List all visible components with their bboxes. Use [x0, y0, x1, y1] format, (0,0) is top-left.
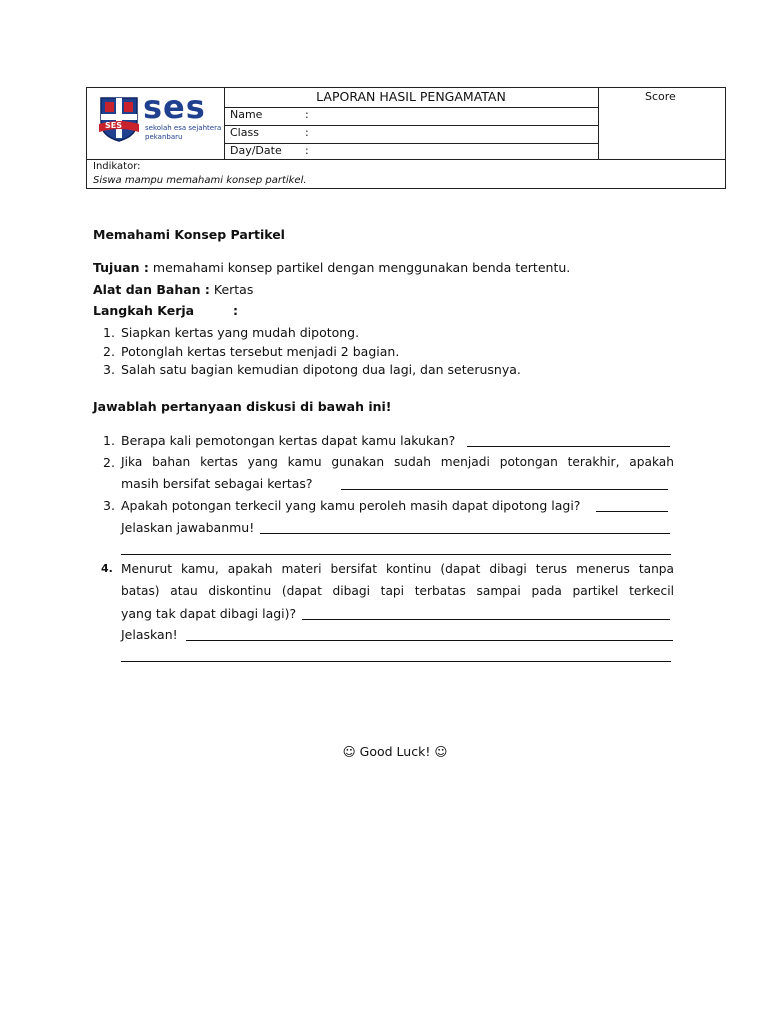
step-1-num: 1.: [103, 325, 115, 340]
date-sep: :: [305, 144, 309, 157]
q1-num: 1.: [103, 433, 115, 448]
step-3-text: Salah satu bagian kemudian dipotong dua lagi, dan seterusnya.: [121, 362, 521, 377]
step-3-num: 3.: [103, 362, 115, 377]
q4-text-3: yang tak dapat dibagi lagi)?: [121, 606, 297, 621]
q2-answer-line[interactable]: [341, 489, 668, 490]
score-label: Score: [645, 90, 676, 103]
indicator-text: Siswa mampu memahami konsep partikel.: [93, 175, 307, 186]
section-title: Memahami Konsep Partikel: [93, 227, 285, 242]
logo-subtitle-2: pekanbaru: [145, 133, 183, 141]
smiley-icon: ☺: [342, 744, 356, 759]
questions-title: Jawablah pertanyaan diskusi di bawah ini!: [93, 399, 392, 414]
date-label: Day/Date: [230, 144, 282, 157]
report-title: LAPORAN HASIL PENGAMATAN: [316, 89, 506, 104]
langkah-label: Langkah Kerja: [93, 303, 195, 318]
tujuan-label: Tujuan :: [93, 260, 149, 275]
good-luck-text: Good Luck!: [359, 744, 431, 759]
indicator-label: Indikator:: [93, 161, 141, 172]
q2-text-1: Jika bahan kertas yang kamu gunakan sudah menjadi potongan terakhir, apakah: [121, 455, 674, 469]
q4-text-4: Jelaskan!: [121, 627, 178, 642]
logo-text: ses: [143, 88, 206, 126]
q2-num: 2.: [103, 455, 115, 470]
step-2-num: 2.: [103, 344, 115, 359]
class-label: Class: [230, 126, 259, 139]
good-luck: [0, 744, 768, 759]
name-label: Name: [230, 108, 263, 121]
class-sep: :: [305, 126, 309, 139]
q4-answer-line-1[interactable]: [302, 619, 670, 620]
alat-text: Kertas: [209, 282, 254, 297]
name-sep: :: [305, 108, 309, 121]
smiley-icon: ☺: [434, 744, 448, 759]
tujuan-line: [93, 260, 570, 275]
q3-answer-line-3[interactable]: [121, 554, 671, 555]
school-logo: [95, 88, 223, 146]
alat-line: [93, 282, 253, 297]
logo-subtitle-1: sekolah esa sejahtera: [145, 124, 222, 132]
q1-text: Berapa kali pemotongan kertas dapat kamu lakukan?: [121, 433, 456, 448]
q3-num: 3.: [103, 498, 115, 513]
q4-text-1: Menurut kamu, apakah materi bersifat kontinu (dapat dibagi terus menerus tanpa: [121, 562, 674, 576]
q4-text-2: batas) atau diskontinu (dapat dibagi tapi terbatas sampai pada partikel terkecil: [121, 584, 674, 598]
step-1-text: Siapkan kertas yang mudah dipotong.: [121, 325, 360, 340]
step-2-text: Potonglah kertas tersebut menjadi 2 bagian.: [121, 344, 400, 359]
tujuan-text: memahami konsep partikel dengan menggunakan benda tertentu.: [148, 260, 571, 275]
langkah-sep: :: [233, 303, 238, 318]
header-box: [86, 87, 726, 189]
shield-icon: [97, 94, 141, 142]
q4-answer-line-2[interactable]: [186, 640, 673, 641]
q3-text-2: Jelaskan jawabanmu!: [121, 520, 255, 535]
q3-answer-line-1[interactable]: [596, 511, 668, 512]
q1-answer-line[interactable]: [467, 446, 670, 447]
q3-text-1: Apakah potongan terkecil yang kamu peroleh masih dapat dipotong lagi?: [121, 498, 581, 513]
q4-num: 4.: [101, 562, 113, 575]
logo-badge: SES: [105, 121, 122, 130]
q2-text-2: masih bersifat sebagai kertas?: [121, 476, 313, 491]
q4-answer-line-3[interactable]: [121, 661, 671, 662]
alat-label: Alat dan Bahan :: [93, 282, 210, 297]
q3-answer-line-2[interactable]: [260, 533, 670, 534]
